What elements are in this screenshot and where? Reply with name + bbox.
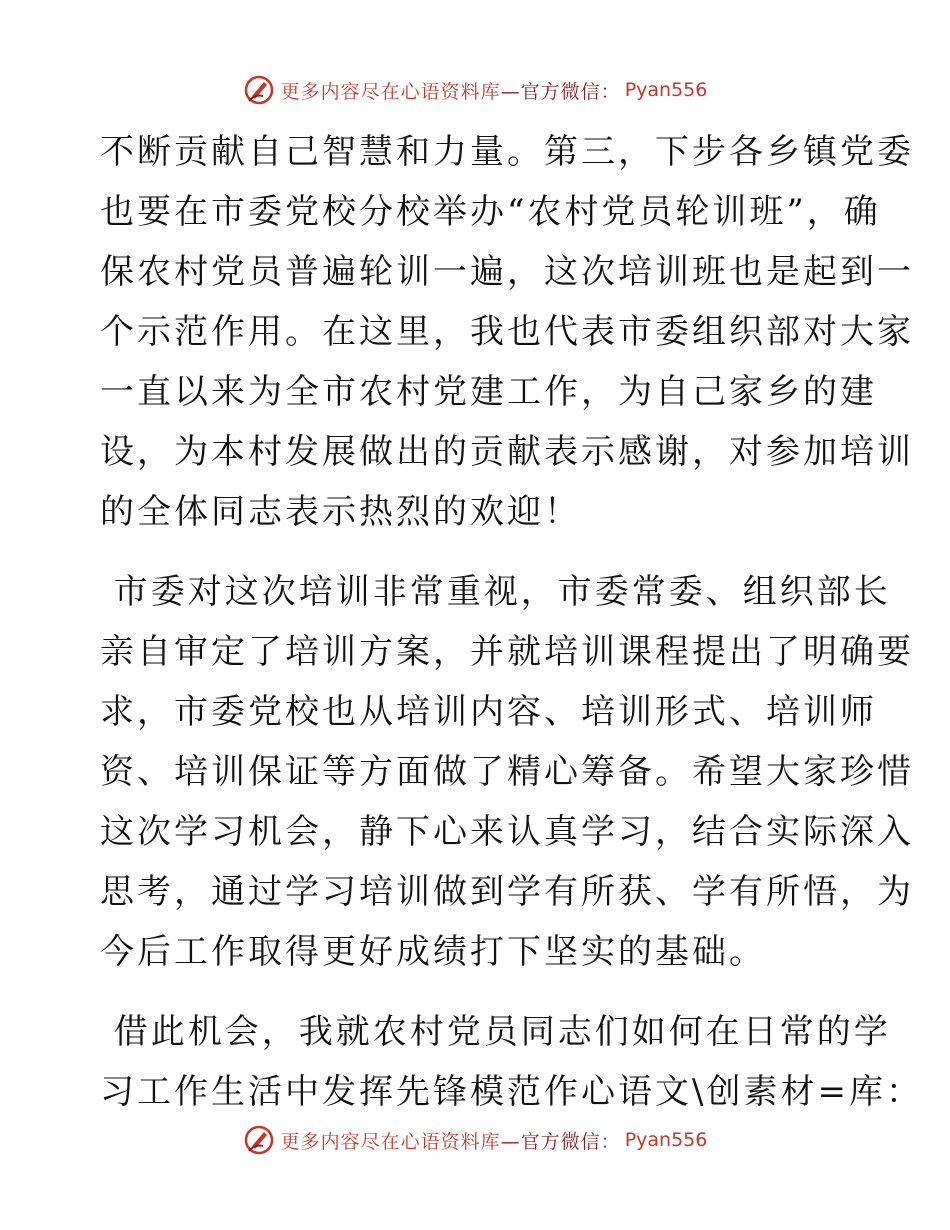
footer-watermark (0, 1120, 950, 1160)
footer-watermark-text: 更多内容尽在心语资料库 (280, 1130, 501, 1153)
header-watermark (0, 70, 950, 110)
paragraph-3 (100, 1002, 923, 1122)
text-line: 不断贡献自己智慧和力量。第三，下步各乡镇党委 (100, 132, 914, 172)
text-line: 思考，通过学习培训做到学有所获、学有所悟，为 (100, 872, 914, 912)
paragraph-1 (100, 122, 914, 542)
header-watermark-text: 更多内容尽在心语资料库 (280, 80, 501, 103)
text-line: 保农村党员普遍轮训一遍，这次培训班也是起到一 (100, 252, 914, 292)
document-body (100, 122, 923, 1122)
header-watermark-label: —官方微信： (500, 80, 621, 103)
text-line: 设，为本村发展做出的贡献表示感谢，对参加培训 (100, 432, 914, 472)
watermark-logo-icon (243, 74, 275, 106)
paragraph-2 (100, 562, 914, 982)
text-line: 习工作生活中发挥先锋模范作心语文\创素材=库： (100, 1072, 923, 1112)
watermark-logo-icon (243, 1124, 275, 1156)
header-watermark-id: Pyan556 (624, 79, 708, 101)
text-line: 借此机会，我就农村党员同志们如何在日常的学 (100, 1012, 891, 1052)
text-line: 的全体同志表示热烈的欢迎！ (100, 492, 581, 532)
text-line: 这次学习机会，静下心来认真学习，结合实际深入 (100, 812, 914, 852)
text-line: 也要在市委党校分校举办“农村党员轮训班”，确 (100, 192, 881, 232)
text-line: 今后工作取得更好成绩打下坚实的基础。 (100, 932, 766, 972)
footer-watermark-label: —官方微信： (500, 1130, 621, 1153)
text-line: 市委对这次培训非常重视，市委常委、组织部长 (100, 572, 891, 612)
footer-watermark-id: Pyan556 (624, 1129, 708, 1151)
text-line: 亲自审定了培训方案，并就培训课程提出了明确要 (100, 632, 914, 672)
text-line: 求，市委党校也从培训内容、培训形式、培训师 (100, 692, 877, 732)
text-line: 资、培训保证等方面做了精心筹备。希望大家珍惜 (100, 752, 914, 792)
text-line: 一直以来为全市农村党建工作，为自己家乡的建 (100, 372, 877, 412)
text-line: 个示范作用。在这里，我也代表市委组织部对大家 (100, 312, 914, 352)
